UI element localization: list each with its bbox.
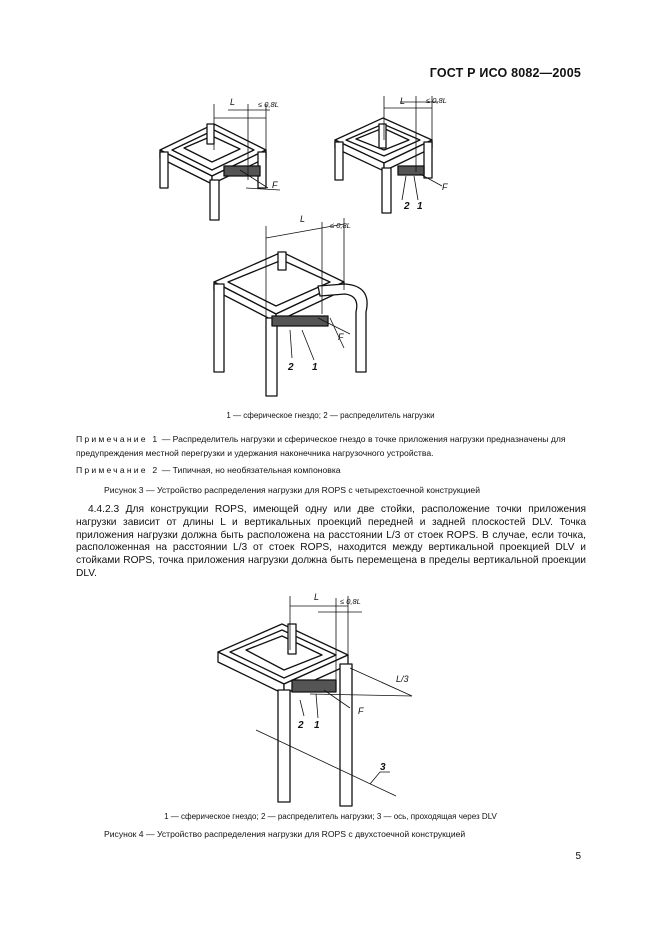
figure-4-drawing	[0, 580, 661, 820]
note1-text: — Распределитель нагрузки и сферическое гнездо в точке приложения нагрузки предназначены для предупреждения местной перегрузки и удержания наконечника нагрузочного устройства.	[76, 434, 566, 458]
fig4-dim-limit: ≤ 0,8L	[340, 597, 361, 606]
fig3c-callout-2: 2	[288, 362, 294, 373]
figure3-note-2	[76, 463, 586, 477]
fig3a-force: F	[272, 180, 278, 190]
fig3c-callout-1: 1	[312, 362, 318, 373]
figure4-title: Рисунок 4 — Устройство распределения нагрузки для ROPS с двухстоечной конструкцией	[104, 829, 466, 839]
figure3-legend: 1 — сферическое гнездо; 2 — распределитель нагрузки	[226, 411, 435, 420]
fig3c-dim-limit: ≤ 0,8L	[330, 221, 351, 230]
note2-label: Примечание 2	[76, 465, 160, 475]
fig4-callout-2: 2	[298, 720, 304, 731]
fig3a-dim-limit: ≤ 0,8L	[258, 100, 279, 109]
document-header: ГОСТ Р ИСО 8082—2005	[429, 66, 581, 80]
fig3c-force: F	[338, 332, 344, 342]
note1-label: Примечание 1	[76, 434, 160, 444]
figure4-legend: 1 — сферическое гнездо; 2 — распределитель нагрузки; 3 — ось, проходящая через DLV	[164, 812, 497, 821]
fig3b-dim-L: L	[400, 96, 406, 106]
fig3a-dim-L: L	[230, 97, 236, 107]
page-number: 5	[575, 851, 581, 862]
fig3c-dim-L: L	[300, 214, 306, 224]
fig4-force: F	[358, 706, 364, 716]
figure-3-drawing	[0, 0, 661, 420]
fig4-dim-third: L/3	[396, 674, 409, 684]
figure3-title: Рисунок 3 — Устройство распределения нагрузки для ROPS с четырехстоечной конструкцией	[104, 485, 480, 495]
figure3-chair-a	[160, 124, 266, 220]
fig4-callout-1: 1	[314, 720, 320, 731]
note2-text: — Типичная, но необязательная компоновка	[159, 465, 341, 475]
fig3b-callout-1: 1	[417, 201, 423, 212]
fig3b-callout-2: 2	[404, 201, 410, 212]
fig4-dim-L: L	[314, 592, 320, 602]
fig4-callout-3: 3	[380, 762, 386, 773]
fig3b-force: F	[442, 182, 448, 192]
fig3b-dim-limit: ≤ 0,8L	[426, 96, 447, 105]
paragraph-4-4-2-3: 4.4.2.3 Для конструкции ROPS, имеющей одну или две стойки, расположение точки приложения нагрузки зависит от длины L и вертикальных проекций передней и задней плоскостей DLV. Точка приложения нагрузки должна быть расположена на расстоянии L/3 от стоек ROPS. В случае, если точка, расположенная на расстоянии L/3 от стоек ROPS, находится между вертикальной проекцией DLV и стойками ROPS, точка приложения нагрузки должна быть перемещена в пределы вертикальной проекции DLV.	[76, 504, 586, 579]
figure3-note-1	[76, 432, 586, 460]
